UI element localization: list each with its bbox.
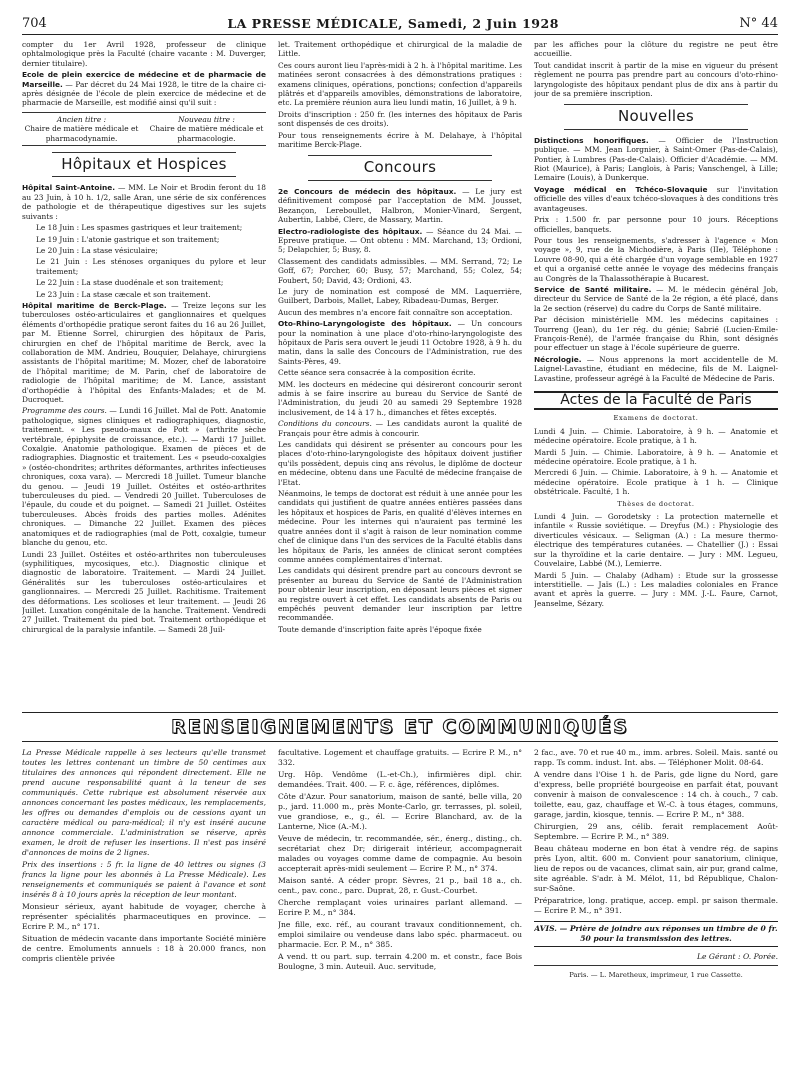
list-item: Mardi 5 Juin. — Chalaby (Adham) : Etude sur la grossesse interstitielle. — Jaïs (L.) : Les maladies coloniales en France avant et après la guerre. — Jury : MM. J.-L. Faure, Carnot, Jeanselme, Sézary. [534, 570, 778, 608]
classified-ad: A vendre dans l'Oise 1 h. de Paris, gde ligne du Nord, gare d'express, belle propriété bourgeoise en parfait état, pouvant convenir à maison de convalescence : 14 ch. à couch., 7 cab. toilette, eau, gaz, chauffage et W.-C. à tous étages, communs, garage, jardin, kiosque, tennis. — Ecrire P. M., n° 388. [534, 770, 778, 819]
avis-notice: AVIS. — Prière de joindre aux réponses un timbre de 0 fr. 50 pour la transmission des lettres. [534, 921, 778, 947]
divider [564, 129, 748, 130]
classified-ad: Cherche remplaçant voies urinaires parlant allemand. — Ecrire P. M., n° 384. [278, 898, 522, 917]
item-label: Programme des cours. [22, 406, 107, 416]
paragraph: Lundi 23 Juillet. Ostéites et ostéo-arthrites non tuberculeuses (syphilitiques, mycosiques, etc.). Diagnostic clinique et diagnostic de laboratoire. Traitement. — Mardi 24 Juillet. Généralités sur les tuberculoses ostéo-articulaires et ganglionnaires. — Mercredi 25 Juillet. Rachitisme. Traitement des déformations. Les scolioses et leur traitement. — Jeudi 26 Juillet. Luxation congénitale de la hanche. Traitement. Vendredi 27 Juillet. Traitement du pied bot. Traitement orthopédique et chirurgical de la paralysie infantile. — Samedi 28 Juil- [22, 549, 266, 634]
item-text: — Les candidats auront la qualité de Français pour être admis à concourir. [278, 419, 522, 438]
list-item: Mardi 5 Juin. — Chimie. Laboratoire, à 9 h. — Anatomie et médecine opératoire. Ecole pratique, à 1 h. [534, 447, 778, 467]
item-heading: Hôpital maritime de Berck-Plage. [22, 300, 167, 310]
renseignements-banner [22, 712, 778, 742]
item-text: — Lundi 16 Juillet. Mal de Pott. Anatomie pathologique, signes cliniques et radiographiques, diagnostic, traitement. « Les pseudo-maux de Pott » (arthrite sèche vertébrale, épiphysite de croissance, etc.). — Mardi 17 Juillet. Coxalgie. Anatomie pathologique. Examen de pièces et de radiographies. Diagnostic et traitement. Les « pseudo-coxalgies » (ostéo-chondrites; arthrites déformantes, arthrites infectieuses chroniques, coxa vara). — Mercredi 18 Juillet. Tumeur blanche du genou. — Jeudi 19 Juillet. Ostéites et ostéo-arthrites tuberculeuses du pied. — Vendredi 20 Juillet. Tuberculoses de l'épaule, du coude et du poignet. — Samedi 21 Juillet. Ostéites tuberculeuses. Abcès froids des parties molles. Adénites chroniques. — Dimanche 22 Juillet. Examen des pièces anatomiques et de radiographies (mal de Pott, coxalgie, tumeur blanche du genou, etc. [22, 406, 266, 548]
ancien-value: Chaire de matière médicale et pharmacodynamie. [24, 124, 139, 143]
paragraph: Ces cours auront lieu l'après-midi à 2 h. à l'hôpital maritime. Les matinées seront consacrées à des démonstrations pratiques : examens cliniques, opérations, ponctions; confection d'appareils plâtrés et d'appareils amovibles, démonstrations de laboratoire, etc. La première réunion aura lieu lundi matin, 16 Juillet, à 9 h. [278, 60, 522, 108]
imprimeur-line: Paris. — L. Maretheux, imprimeur, 1 rue Cassette. [569, 971, 743, 979]
item-text: — Un concours pour la nomination à une place d'oto-rhino-laryngologiste des hôpitaux de Paris sera ouvert le jeudi 11 Octobre 1928, à 9 h. du matin, dans la salle des Concours de l'Administration, rue des Saints-Pères, 49. [278, 319, 522, 366]
item-heading: Hôpital Saint-Antoine. [22, 183, 116, 193]
classified-ad: Veuve de médecin, tr. recommandée, sér., énerg., disting., ch. secrétariat chez Dr; dirigerait intérieur, accompagnerait malades ou voyages comme dame de compagnie. Au besoin accepterait après-midi seulement — Ecrire P. M., n° 374. [278, 834, 522, 873]
divider [52, 152, 236, 153]
classified-ad: Beau château moderne en bon état à vendre rég. de sapins près Lyon, altit. 600 m. Convient pour sanatorium, clinique, lieu de repos ou de vacances, climat sain, air pur, grand calme, site agréable. S'adr. à M. Mélot, 11, bd République, Chalon-sur-Saône. [534, 844, 778, 893]
item-text: — Treize leçons sur les tuberculoses ostéo-articulaires et ganglionnaires et quelques éléments d'orthopédie pratique seront faites du 16 au 26 Juillet, par M. Etienne Sorrel, chirurgien des hôpitaux de Paris, chirurgien en chef de l'hôpital maritime de Berck, avec la collaboration de MM. Andrieu, Bouquier, Delahaye, chirurgiens assistants de l'hôpital maritime; M. Mozer, chef de laboratoire de l'hôpital maritime; de M. Parin, chef de laboratoire de radiologie de l'hôpital maritime; de M. Lance, assistant d'orthopédie à l'hôpital des Enfants-Malades; et de M. Ducroquet. [22, 300, 266, 404]
item-text: — Nous apprenons la mort accidentelle de M. Laignel-Lavastine, étudiant en médecine, fils de M. Laignel-Lavastine, professeur agrégé à la Faculté de Médecine de Paris. [534, 354, 778, 383]
issue-number: N° 44 [739, 15, 778, 31]
section-title-concours: Concours [363, 158, 437, 177]
notice-paragraph: La Presse Médicale rappelle à ses lecteurs qu'elle transmet toutes les lettres contenant un timbre de 50 centimes aux titulaires des annonces qui répondent directement. Elle ne prend aucune responsabilité quant à la teneur de ses communiqués. Cette rubrique est absolument réservée aux annonces concernant les postes médicaux, les remplacements, les offres ou demandes d'emplois ou de cessions ayant un caractère médical ou para-médical; il n'y est inséré aucune annonce commerciale. L'administration se réserve, après examen, le droit de refuser les insertions. Il n'est pas inséré d'annonces de moins de 2 lignes. [22, 748, 266, 857]
paragraph [534, 185, 778, 213]
paragraph: par les affiches pour la clôture du registre ne peut être accueillie. [534, 40, 778, 59]
nouveau-value: Chaire de matière médicale et pharmacologie. [149, 124, 264, 143]
classified-ad: Situation de médecin vacante dans importante Société minière de centre. Emoluments annuels : 18 à 20.000 francs, non compris clientèle privée [22, 934, 266, 963]
subsection-heading: Examens de doctorat. [613, 414, 699, 423]
item-text: — Officier de l'Instruction publique. — MM. Jean Lorgnier, à Saint-Omer (Pas-de-Calais), Pontier, à Lumbres (Pas-de-Calais). Officier d'Académie. — MM. Riot (Maurice), à Paris; Langlois, à Paris; Vanschengel, à Lille; Lemaire (Louis), à Dunkerque. [534, 135, 778, 183]
nouveau-titre [147, 115, 266, 143]
running-header [22, 12, 778, 35]
item-heading: Service de Santé militaire. [534, 284, 652, 294]
ads-column-2 [278, 748, 522, 1066]
list-item: Le 20 Juin : La stase vésiculaire; [36, 245, 158, 255]
paragraph: Cette séance sera consacrée à la composition écrite. [278, 368, 476, 378]
item-text: sur l'invitation officielle des villes d'eaux tchéco-slovaques à des conditions très avantageuses. [534, 184, 778, 213]
list-item: Le 19 Juin : L'atonie gastrique et son traitement; [36, 234, 220, 244]
paragraph [278, 419, 522, 438]
ads-column-1 [22, 748, 266, 1066]
paragraph: Classement des candidats admissibles. — MM. Serrand, 72; Le Goff, 67; Porcher, 60; Busy, 57; Marchand, 55; Colez, 54; Foubert, 50; David, 43; Ordioni, 43. [278, 256, 522, 285]
divider [308, 155, 492, 156]
item-text: — MM. Le Noir et Brodin feront du 18 au 23 Juin, à 10 h. 1/2, salle Aran, une série de six conférences de pathologie et de thérapeutique digestives sur les sujets suivants : [22, 183, 266, 221]
subsection-heading: Thèses de doctorat. [617, 499, 695, 508]
item-heading: Distinctions honorifiques. [534, 135, 649, 145]
classified-ad: Côte d'Azur. Pour sanatorium, maison de santé, belle villa, 20 p., jard. 11.000 m., près Monte-Carlo, gr. terrasses, pl. soleil, vue grandiose, e., g., él. — Ecrire Blanchard, av. de la Lanterne, Nice (A.-M.). [278, 792, 522, 831]
nouveau-label: Nouveau titre : [178, 114, 235, 124]
divider [52, 176, 236, 177]
paragraph: Droits d'inscription : 250 fr. (les internes des hôpitaux de Paris sont dispensés de ces droits). [278, 109, 522, 129]
title-comparison [22, 112, 266, 146]
paragraph: Tout candidat inscrit à partir de la mise en vigueur du présent règlement ne pourra pas prendre part au concours d'oto-rhino-laryngologiste des hôpitaux pendant plus de dix ans à partir du jour de sa première inscription. [534, 60, 778, 99]
lower-columns [22, 748, 778, 1066]
paragraph [22, 70, 266, 108]
journal-title: LA PRESSE MÉDICALE, Samedi, 2 Juin 1928 [227, 15, 559, 31]
paragraph [534, 136, 778, 183]
classified-ad: facultative. Logement et chauffage gratuits. — Ecrire P. M., n° 332. [278, 748, 522, 767]
column-3 [534, 40, 778, 700]
paragraph: Les candidats qui désirent prendre part au concours devront se présenter au bureau du Service de Santé de l'Administration pour obtenir leur inscription, en déposant leurs pièces et signer au registre ouvert à cet effet. Les candidats absents de Paris ou empêchés peuvent demander leur inscription par lettre recommandée. [278, 566, 522, 623]
paragraph [278, 319, 522, 366]
item-heading: Voyage médical en Tchéco-Slovaquie [534, 184, 708, 194]
paragraph [534, 285, 778, 313]
list-item: Mercredi 6 Juin. — Chimie. Laboratoire, à 9 h. — Anatomie et médecine opératoire. Ecole pratique à 1 h. — Clinique obstétricale. Faculté, 1 h. [534, 468, 778, 497]
classified-ad: Chirurgien, 29 ans, célib. ferait remplacement Août-Septembre. — Ecrire P. M., n° 389. [534, 822, 778, 841]
item-text: — Le jury est définitivement composé par l'acceptation de MM. Jousset, Bezançon, Lereboullet, Halbron, Monier-Vinard, Sergent, Aubertin, Labbé, Clerc, de Massary, Martin. [278, 186, 522, 225]
item-heading: Electro-radiologiste des hôpitaux. [278, 226, 423, 236]
paragraph: Par décision ministérielle MM. les médecins capitaines : Tourreng (Jean), du 1er rég. du génie; Sabrié (Lucien-Emile-François-René), de l'armée française du Rhin, sont désignés pour effectuer un stage à l'école supérieure de guerre. [534, 315, 778, 353]
classified-ad: Maison santé. A céder propr. Sèvres, 21 p., bail 18 a., ch. cent., pav. conc., parc. Duprat, 28, r. Gust.-Courbet. [278, 876, 522, 895]
list-item: Le 23 Juin : La stase cæcale et son traitement. [36, 289, 211, 299]
paragraph: Pour tous les renseignements, s'adresser à l'agence « Mon voyage », 9, rue de la Michodière, à Paris (IIe), Téléphone : Louvre 08-90, qui a été chargée d'un voyage semblable en 1927 et qui a organisé cette année le voyage des médecins français au Congrès de la Thalassothérapie à Bucarest. [534, 235, 778, 283]
classified-ad: Jne fille, exc. réf., au courant travaux conditionnement, ch. emploi similaire ou vendeuse dans labo spéc. pharmaceut. ou pharmacie. Ecr. P. M., n° 385. [278, 920, 522, 949]
paragraph [534, 355, 778, 383]
item-heading: Nécrologie. [534, 354, 582, 364]
column-2 [278, 40, 522, 700]
paragraph: Le jury de nomination est composé de MM. Laquerrière, Guilbert, Darbois, Mallet, Labey, Ribadeau-Dumas, Berger. [278, 286, 522, 306]
notice-paragraph: Prix des insertions : 5 fr. la ligne de 40 lettres ou signes (3 francs la ligne pour les abonnés à La Presse Médicale). Les renseignements et communiqués se paient à l'avance et sont insérés 8 à 10 jours après la réception de leur montant. [22, 860, 266, 899]
item-label: Conditions du concours. [278, 419, 372, 429]
section-title-hopitaux: Hôpitaux et Hospices [61, 155, 227, 174]
gerant-line: Le Gérant : O. Porée. [534, 952, 778, 966]
paragraph: let. Traitement orthopédique et chirurgical de la maladie de Little. [278, 40, 522, 59]
classified-ad: Préparatrice, long. pratique, accep. empl. pr saison thermale. — Ecrire P. M., n° 391. [534, 896, 778, 915]
column-1 [22, 40, 266, 700]
item-heading: Oto-Rhino-Laryngologiste des hôpitaux. [278, 319, 452, 329]
item-heading: Ecole de plein exercice de médecine et de pharmacie de Marseille. [22, 70, 266, 89]
classified-ad: Monsieur sérieux, ayant habitude de voyager, cherche à représenter spécialités pharmaceutiques en province. — Ecrire P. M., n° 171. [22, 902, 266, 931]
list-item: Le 22 Juin : La stase duodénale et son traitement; [36, 278, 224, 288]
paragraph: Aucun des membres n'a encore fait connaître son acceptation. [278, 307, 513, 317]
list-item: Le 18 Juin : Les spasmes gastriques et leur traitement; [36, 223, 243, 233]
banner-title: RENSEIGNEMENTS ET COMMUNIQUÉS [171, 716, 629, 738]
section-title-actes: Actes de la Faculté de Paris [534, 391, 778, 410]
paragraph: Prix : 1.500 fr. par personne pour 10 jours. Réceptions officielles, banquets. [534, 215, 778, 234]
item-heading: 2e Concours de médecin des hôpitaux. [278, 186, 457, 196]
paragraph: compter du 1er Avril 1928, professeur de clinique ophtalmologique près la Faculté (chaire vacante : M. Duverger, dernier titulaire). [22, 40, 266, 68]
page-number: 704 [22, 15, 47, 31]
paragraph [22, 301, 266, 404]
classified-ad: A vend. tt ou part. sup. terrain 4.200 m. et constr., face Bois Boulogne, 3 min. Auteuil. Auc. servitude, [278, 952, 522, 971]
paragraph: Les candidats qui désirent se présenter au concours pour les places d'oto-rhino-laryngologiste des hôpitaux doivent justifier qu'ils possèdent, depuis cinq ans révolus, le diplôme de docteur en médecine, obtenu dans une Faculté de médecine française de l'Etat. [278, 440, 522, 487]
paragraph: MM. les docteurs en médecine qui désireront concourir seront admis à se faire inscrire au bureau du Service de Santé de l'Administration, du jeudi 20 au samedi 29 Septembre 1928 inclusivement, de 14 à 17 h., dimanches et fêtes exceptés. [278, 379, 522, 417]
ancien-titre [22, 115, 141, 143]
list-item: Lundi 4 Juin. — Gorodetsky : La protection maternelle et infantile « Russie soviétique. — Dreyfus (M.) : Physiologie des diverticules vésicaux. — Seligman (A.) : La mesure thermo-électrique des températures cutanées. — Chatellier (J.) : Essai sur la thyroïdine et la carie dentaire. — Jury : MM. Legueu, Couvelaire, Labbé (M.), Lemierre. [534, 512, 778, 569]
paragraph [278, 227, 522, 255]
item-text: — Séance du 24 Mai. — Epreuve pratique. — Ont obtenu : MM. Marchand, 13; Ordioni, 5; Delapchier, 5; Busy, 8. [278, 226, 522, 255]
ancien-label: Ancien titre : [56, 114, 107, 124]
list-item: Le 21 Juin : Les sténoses organiques du pylore et leur traitement; [36, 257, 266, 276]
paragraph: Néanmoins, le temps de doctorat est réduit à une année pour les candidats qui justifient de quatre années entières passées dans les hôpitaux et hospices de Paris, en qualité d'élèves internes en médecine. Pour les internes qui n'auraient pas terminé les quatre années dont il s'agit à raison de leur nomination comme chef de clinique dans l'un des services de la Faculté établis dans les hôpitaux de Paris, les années de clinicat seront comptées comme années complémentaires d'internat. [278, 489, 522, 564]
paragraph [278, 187, 522, 225]
item-text: — Par décret du 24 Mai 1928, le titre de la chaire ci-après désignée de l'école de plein exercice de médecine et de pharmacie de Marseille, est modifié ainsi qu'il suit : [22, 79, 266, 108]
paragraph [22, 406, 266, 547]
upper-columns [22, 40, 778, 700]
paragraph: Pour tous renseignements écrire à M. Delahaye, à l'hôpital maritime Berck-Plage. [278, 130, 522, 150]
classified-ad: Urg. Hôp. Vendôme (L.-et-Ch.), infirmières dipl. chir. demandées. Trait. 400. — F. c. âge, références, diplômes. [278, 770, 522, 789]
section-title-nouvelles: Nouvelles [617, 107, 695, 126]
classified-ad: 2 fac., ave. 70 et rue 40 m., imm. arbres. Soleil. Mais. santé ou rapp. Ts comm. indust. Int. abs. — Téléphoner Molit. 08-64. [534, 748, 778, 767]
item-text: — M. le médecin général Job, directeur du Service de Santé de la 2e région, a été placé, dans la 2e section (réserve) du cadre du Corps de Santé militaire. [534, 284, 778, 313]
divider [308, 180, 492, 181]
list-item: Lundi 4 Juin. — Chimie. Laboratoire, à 9 h. — Anatomie et médecine opératoire. Ecole pratique, à 1 h. [534, 426, 778, 446]
divider [564, 104, 748, 105]
paragraph: Toute demande d'inscription faite après l'époque fixée [278, 624, 482, 634]
paragraph [22, 183, 266, 221]
ads-column-3 [534, 748, 778, 1066]
